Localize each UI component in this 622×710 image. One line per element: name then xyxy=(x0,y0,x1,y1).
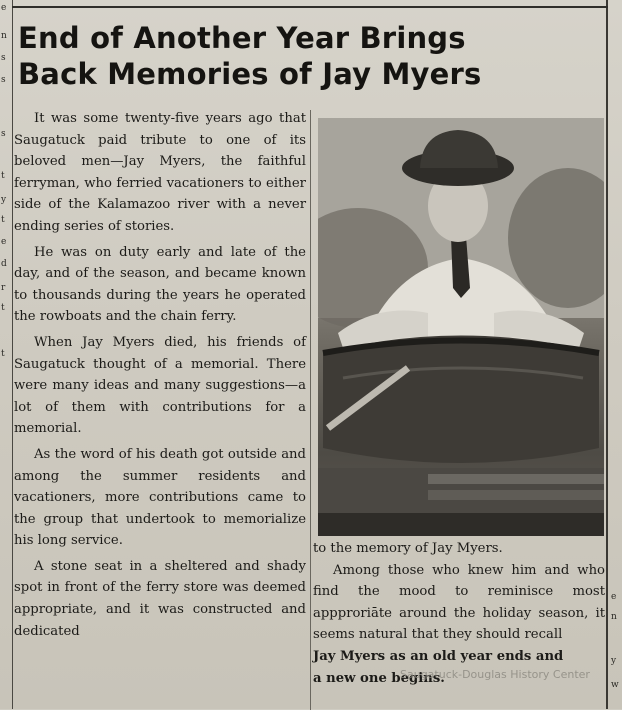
paragraph-continuation: to the memory of Jay Myers. xyxy=(313,541,503,556)
paragraph: He was on duty early and late of the day, and of the season, and became known to thousands during the years he operated the rowboats and the chain ferry. xyxy=(14,244,306,325)
gutter-letter: s xyxy=(1,129,6,139)
gutter-letter: y xyxy=(611,656,617,666)
paragraph: A stone seat in a sheltered and shady spot in front of the ferry store was deemed appropriate, and it was constructed and dedicated xyxy=(14,558,306,639)
gutter-letter: w xyxy=(611,680,619,690)
headline-line-1: End of Another Year Brings xyxy=(18,21,466,55)
left-gutter-clipped-column xyxy=(0,0,13,709)
paragraph-last-line: a new one begins. xyxy=(313,670,445,686)
gutter-letter: d xyxy=(1,259,7,269)
gutter-letter: e xyxy=(1,237,7,247)
paragraph: It was some twenty-five years ago that Saugatuck paid tribute to one of its beloved men—Jay Myers, the faithful ferryman, who ferried vacationers to either side of the Kalamazoo river with a never ending series of stories. xyxy=(14,111,306,234)
headline-line-2: Back Memories of Jay Myers xyxy=(18,57,482,91)
right-gutter-clipped-column xyxy=(606,0,622,709)
gutter-letter: t xyxy=(1,349,5,359)
paragraph: When Jay Myers died, his friends of Saugatuck thought of a memorial. There were many ideas and many suggestions—a lot of them with contributions for a memorial. xyxy=(14,334,306,437)
article-column-left xyxy=(14,108,306,646)
gutter-letter: s xyxy=(1,75,6,85)
gutter-letter: y xyxy=(1,195,7,205)
gutter-letter: e xyxy=(1,3,7,13)
gutter-letter: e xyxy=(611,592,617,602)
headline xyxy=(18,20,608,92)
gutter-letter: s xyxy=(1,53,6,63)
paragraph: As the word of his death got outside and among the summer residents and vacationers, more contributions came to the group that undertook to memorialize his long service. xyxy=(14,446,306,549)
gutter-letter: t xyxy=(1,303,5,313)
gutter-letter: r xyxy=(1,283,6,293)
gutter-letter: t xyxy=(1,215,5,225)
watermark: Saugatuck-Douglas History Center xyxy=(400,668,590,681)
gutter-letter: n xyxy=(611,612,617,622)
paragraph: Among those who knew him and who find the mood to reminisce most appproriāte around the holiday season, it seems natural that they should recall xyxy=(313,562,605,643)
gutter-letter: n xyxy=(1,31,7,41)
top-rule xyxy=(12,6,608,8)
photo-illustration xyxy=(318,118,604,536)
paragraph-bold-line: Jay Myers as an old year ends and xyxy=(313,648,564,664)
article-column-right xyxy=(313,538,605,689)
column-divider xyxy=(310,110,311,710)
gutter-letter: t xyxy=(1,171,5,181)
photo-jay-myers xyxy=(318,118,604,536)
